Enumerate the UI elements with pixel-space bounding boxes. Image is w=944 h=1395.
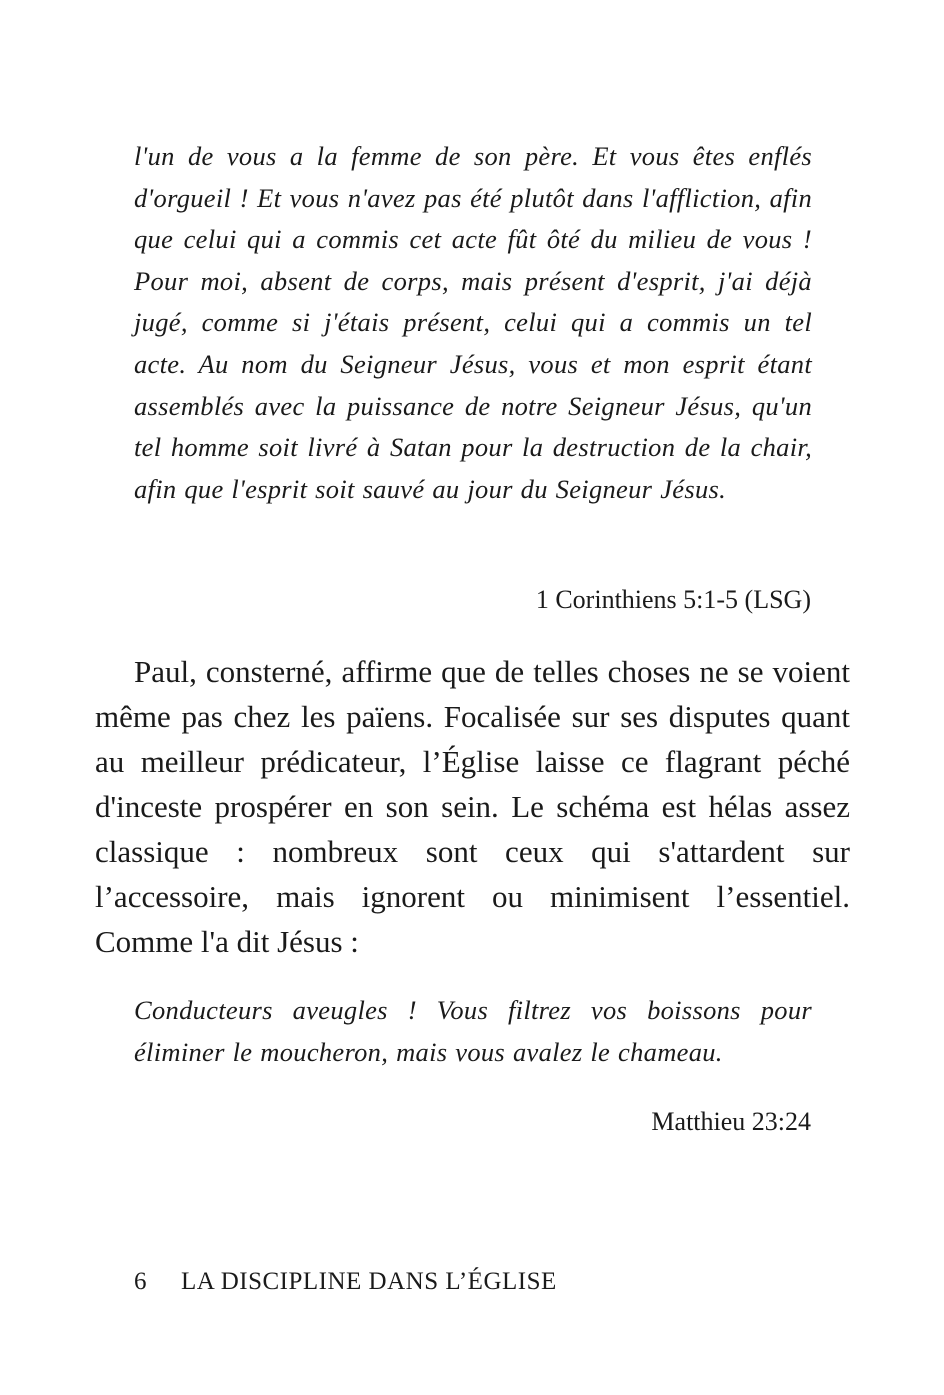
page-number: 6 — [134, 1268, 147, 1295]
running-title: LA DISCIPLINE DANS L’ÉGLISE — [181, 1268, 557, 1295]
page-footer — [134, 1266, 557, 1298]
scripture-quote-text: Conducteurs aveugles ! Vous filtrez vos boissons pour éliminer le moucheron, mais vous avalez le chameau. — [134, 995, 812, 1067]
scripture-quote — [134, 990, 812, 1073]
scripture-reference: Matthieu 23:24 — [651, 1107, 811, 1136]
scripture-reference: 1 Corinthiens 5:1-5 (LSG) — [535, 585, 811, 614]
body-paragraph-text: Paul, consterné, affirme que de telles choses ne se voient même pas chez les païens. Focalisée sur ses disputes quant au meilleur prédicateur, l’Église laisse ce flagrant péché d'inceste prospérer en son sein. Le schéma est hélas assez classique : nombreux sont ceux qui s'attardent sur l’accessoire, mais ignorent ou minimisent l’essentiel. Comme l'a dit Jésus : — [95, 654, 850, 959]
body-paragraph — [95, 649, 850, 964]
scripture-quote-text: l'un de vous a la femme de son père. Et vous êtes enflés d'orgueil ! Et vous n'avez pas été plutôt dans l'affliction, afin que celui qui a commis cet acte fût ôté du milieu de vous ! Pour moi, absent de corps, mais présent d'esprit, j'ai déjà jugé, comme si j'étais présent, celui qui a commis un tel acte. Au nom du Seigneur Jésus, vous et mon esprit étant assemblés avec la puissance de notre Seigneur Jésus, qu'un tel homme soit livré à Satan pour la destruction de la chair, afin que l'esprit soit sauvé au jour du Seigneur Jésus. — [134, 141, 812, 504]
scripture-quote — [134, 136, 812, 510]
